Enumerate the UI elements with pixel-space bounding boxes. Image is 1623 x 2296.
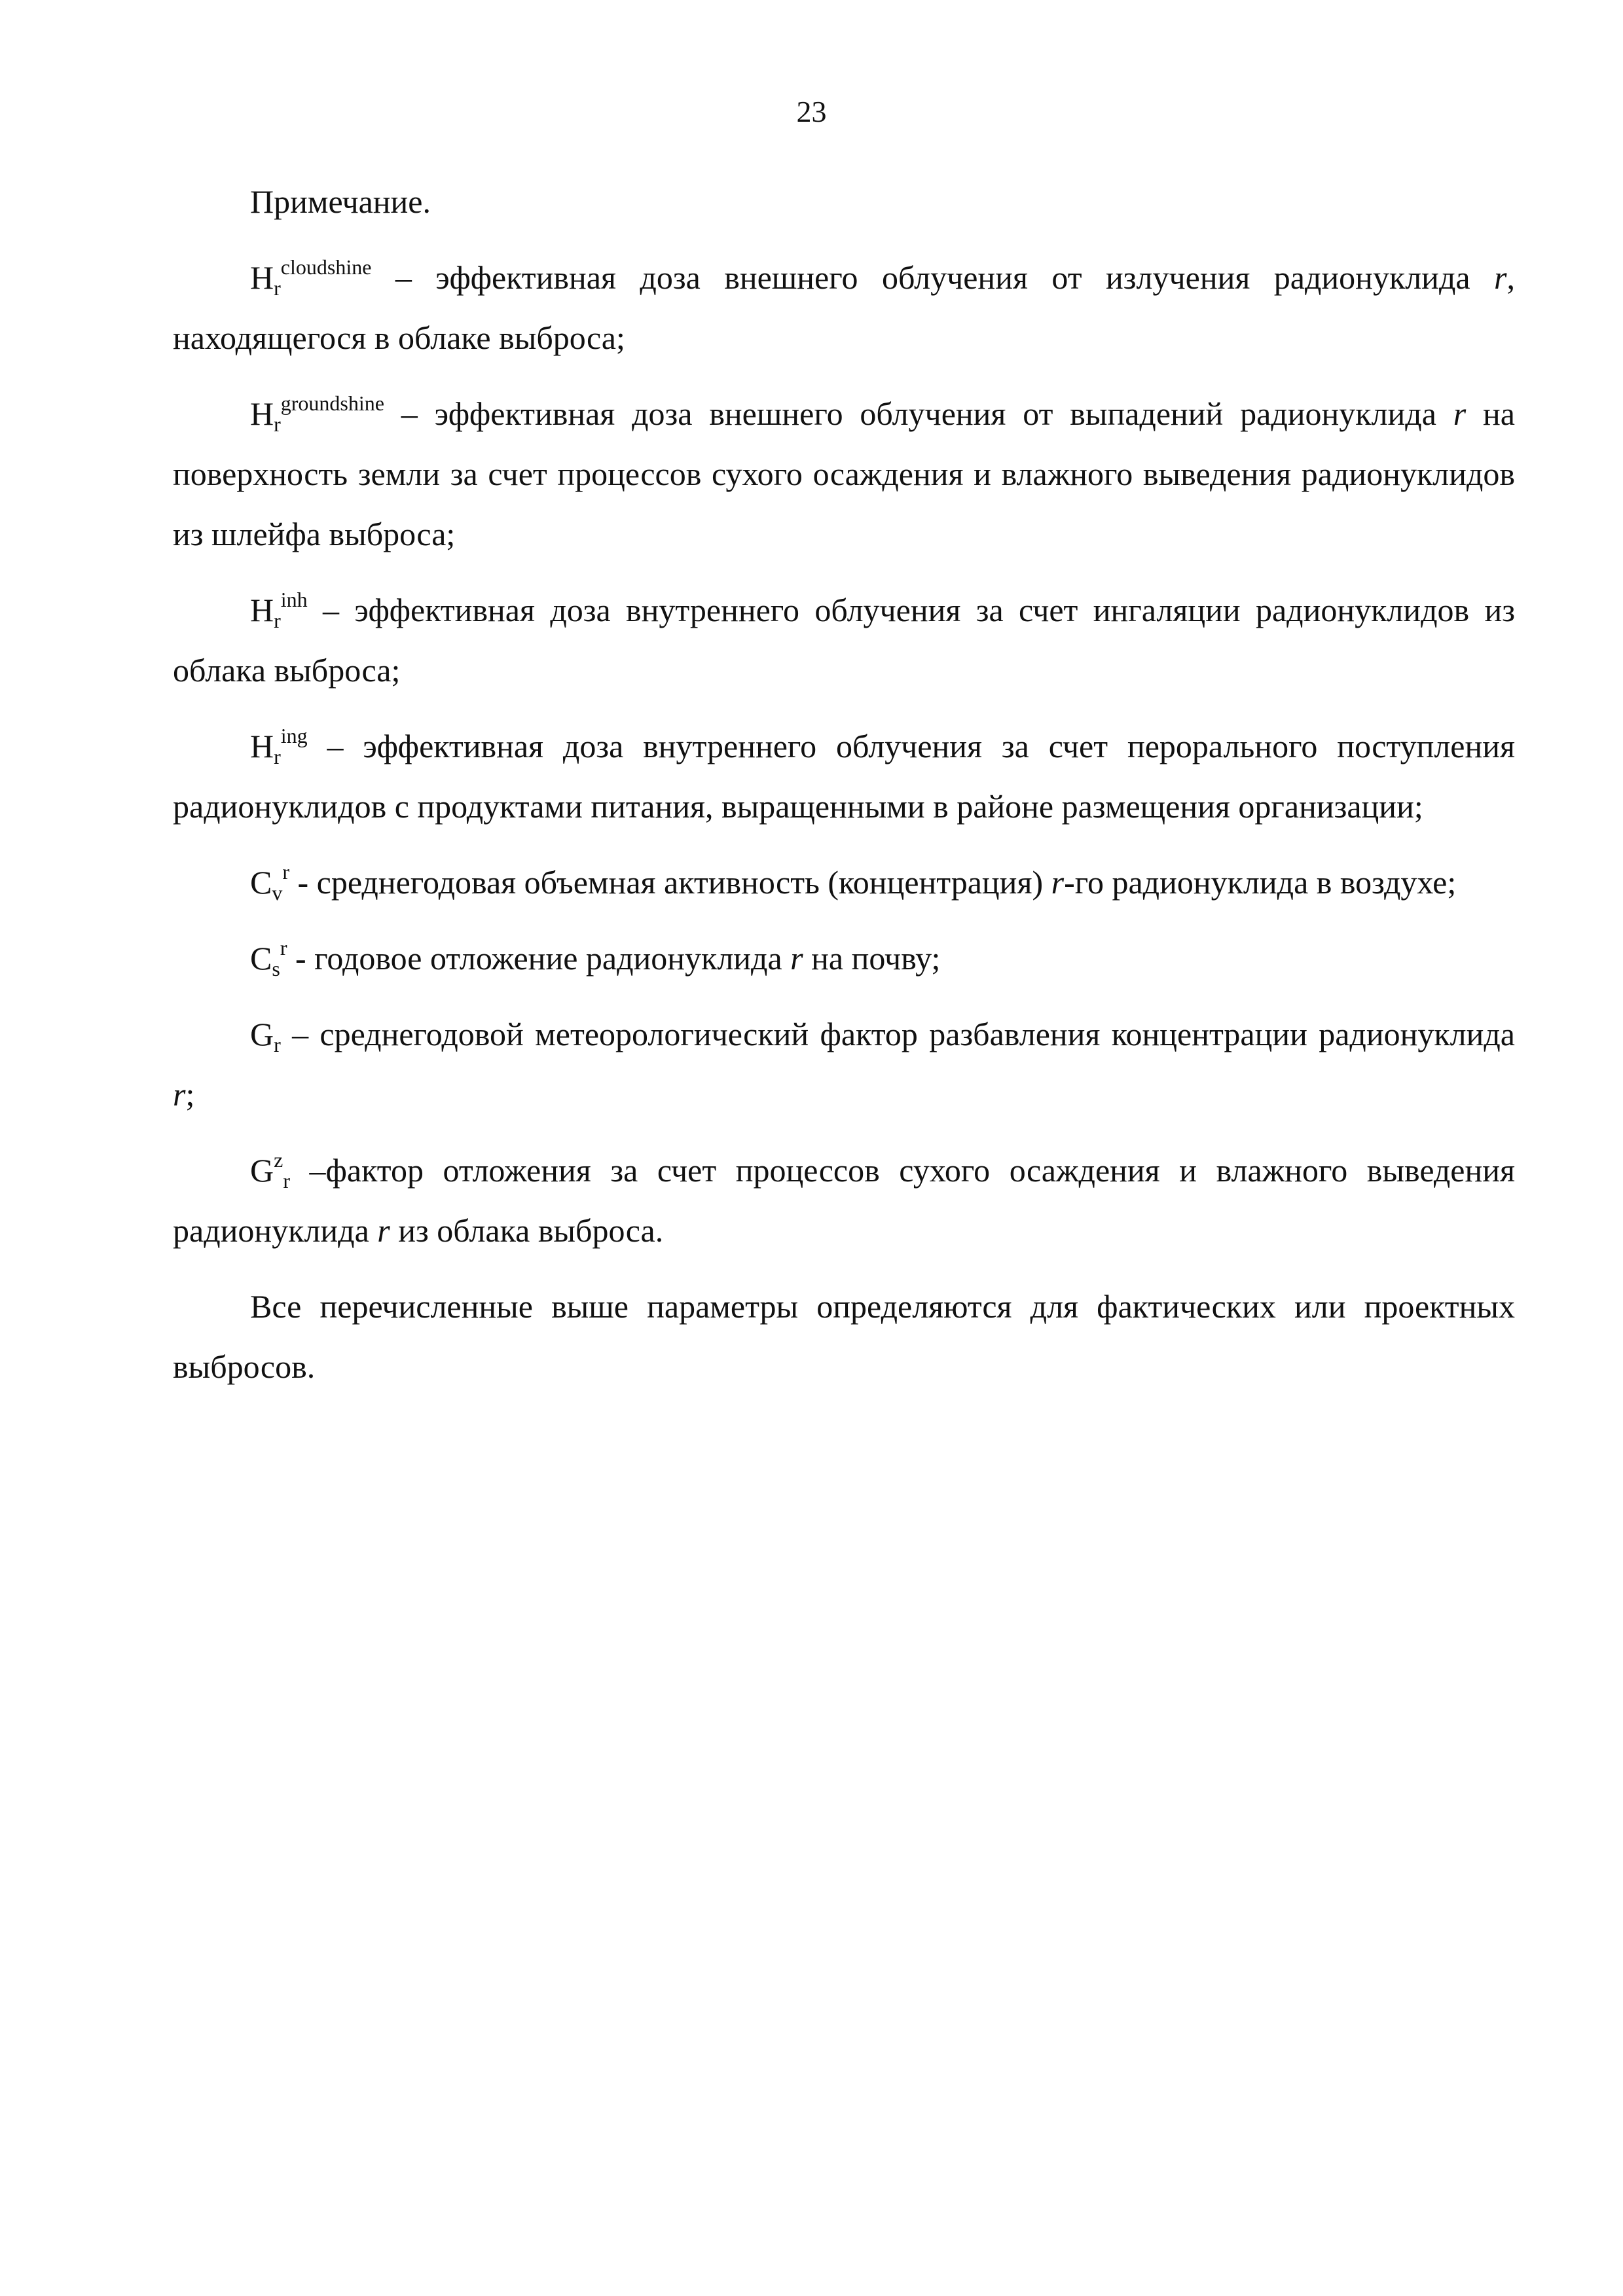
definition-tail: ;: [185, 1076, 195, 1113]
symbol-base: H: [250, 592, 274, 628]
symbol-superscript: cloudshine: [280, 255, 372, 279]
definition-h-inh: [173, 580, 1515, 700]
definition-cs: [173, 928, 1515, 988]
definition-text: - годовое отложение радионуклида: [287, 940, 791, 977]
symbol-base: H: [250, 395, 274, 432]
symbol-superscript: ing: [280, 724, 308, 747]
symbol-base: G: [250, 1152, 274, 1189]
symbol-base: H: [250, 259, 274, 296]
symbol-subscript: v: [272, 881, 283, 905]
document-body: [173, 171, 1515, 1412]
definition-text: – эффективная доза внутреннего облучения за счет перорального поступления радионуклидов с продуктами питания, выращенными в районе размещения организации;: [173, 728, 1515, 825]
symbol-subscript: r: [283, 1169, 290, 1193]
definition-tail: , находящегося в облаке выброса;: [173, 259, 1515, 356]
symbol-subscript: s: [272, 957, 280, 980]
definition-variable: r: [173, 1076, 186, 1113]
definition-h-cloudshine: [173, 247, 1515, 368]
definition-tail: из облака выброса.: [390, 1212, 664, 1249]
definition-h-ing: [173, 716, 1515, 836]
definition-variable: r: [1051, 864, 1065, 901]
closing-paragraph: Все перечисленные выше параметры определяются для фактических или проектных выбросов.: [173, 1288, 1515, 1385]
symbol-subscript: r: [274, 276, 281, 300]
symbol-superscript: z: [274, 1148, 283, 1172]
symbol-base: C: [250, 940, 272, 977]
symbol-subscript: r: [274, 609, 281, 632]
definition-variable: r: [1494, 259, 1507, 296]
definition-tail: на поверхность земли за счет процессов сухого осаждения и влажного выведения радионуклидов из шлейфа выброса;: [173, 395, 1515, 552]
note-heading: Примечание.: [250, 183, 431, 220]
symbol-superscript: r: [280, 936, 287, 960]
symbol-superscript: inh: [280, 588, 308, 611]
definition-text: – среднегодовой метеорологический фактор разбавления концентрации радионуклида: [280, 1016, 1515, 1052]
symbol-subscript: r: [274, 1033, 281, 1056]
symbol-superscript: r: [282, 860, 290, 884]
definition-text: – эффективная доза внешнего облучения от излучения радионуклида: [371, 259, 1495, 296]
symbol-base: H: [250, 728, 274, 764]
definition-cv: [173, 852, 1515, 912]
symbol-subscript: r: [274, 412, 281, 436]
definition-tail: на почву;: [803, 940, 941, 977]
page-number: 23: [796, 95, 827, 128]
definition-variable: r: [377, 1212, 390, 1249]
definition-text: – эффективная доза внутреннего облучения за счет ингаляции радионуклидов из облака выброса;: [173, 592, 1515, 689]
symbol-subscript: r: [274, 745, 281, 768]
definition-text: – эффективная доза внешнего облучения от выпадений радионуклида: [384, 395, 1453, 432]
symbol-superscript: groundshine: [280, 391, 384, 415]
definition-h-groundshine: [173, 384, 1515, 564]
definition-tail: -го радионуклида в воздухе;: [1064, 864, 1457, 901]
definition-gz: [173, 1140, 1515, 1261]
definition-text: - среднегодовая объемная активность (концентрация): [289, 864, 1051, 901]
definition-text: –фактор отложения за счет процессов сухого осаждения и влажного выведения радионуклида: [173, 1152, 1515, 1249]
symbol-base: C: [250, 864, 272, 901]
definition-g: [173, 1004, 1515, 1124]
definition-variable: r: [790, 940, 803, 977]
definition-variable: r: [1453, 395, 1467, 432]
symbol-base: G: [250, 1016, 274, 1052]
